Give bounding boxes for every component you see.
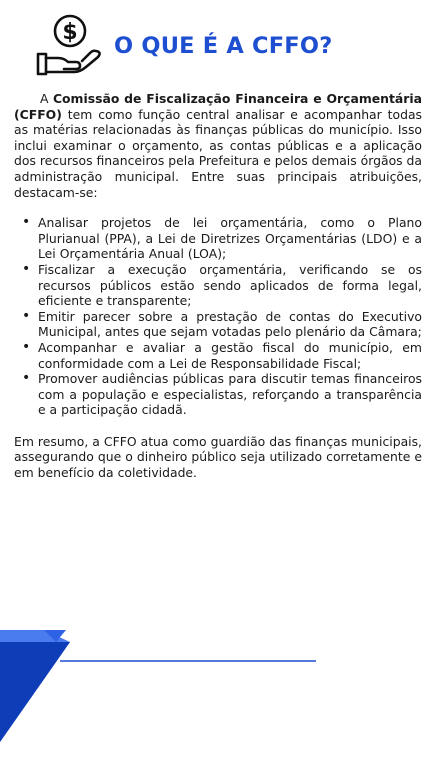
hand-with-dollar-coin-icon [36, 12, 102, 78]
list-item: • Fiscalizar a execução orçamentária, verificando se os recursos públicos estão sendo aplicados de forma legal, eficiente e transparente; [38, 262, 422, 309]
list-item: • Emitir parecer sobre a prestação de contas do Executivo Municipal, antes que sejam votadas pelo plenário da Câmara; [38, 309, 422, 340]
list-item: • Promover audiências públicas para discutir temas financeiros com a população e especialistas, reforçando a transparência e a participação cidadã. [38, 371, 422, 418]
intro-body: tem como função central analisar e acompanhar todas as matérias relacionadas às finanças públicas do município. Isso inclui examinar o orçamento, as contas públicas e a aplicação dos recursos financeiros pela Prefeitura e pelos demais órgãos da administração municipal. Entre suas principais atribuições, destacam-se: [14, 106, 422, 200]
header [0, 0, 432, 82]
list-item: • Acompanhar e avaliar a gestão fiscal do município, em conformidade com a Lei de Responsabilidade Fiscal; [38, 340, 422, 371]
main-content [14, 91, 422, 481]
summary-paragraph: Em resumo, a CFFO atua como guardião das finanças municipais, assegurando que o dinheiro público seja utilizado corretamente e em benefício da coletividade. [14, 433, 422, 481]
decorative-blue-shapes [0, 620, 432, 768]
org-name: Comissão de Fiscalização Financeira e Orçamentária (CFFO) [14, 91, 422, 122]
deco-dark-blue-shape [0, 642, 70, 742]
intro-lead: A [40, 91, 53, 106]
intro-paragraph [14, 91, 422, 200]
list-item: • Analisar projetos de lei orçamentária, como o Plano Plurianual (PPA), a Lei de Diretrizes Orçamentárias (LDO) e a Lei Orçamentária Anual (LOA); [38, 215, 422, 262]
attributions-list [14, 215, 422, 418]
svg-text:$: $ [62, 20, 78, 45]
page-title: O QUE É A CFFO? [114, 33, 333, 59]
